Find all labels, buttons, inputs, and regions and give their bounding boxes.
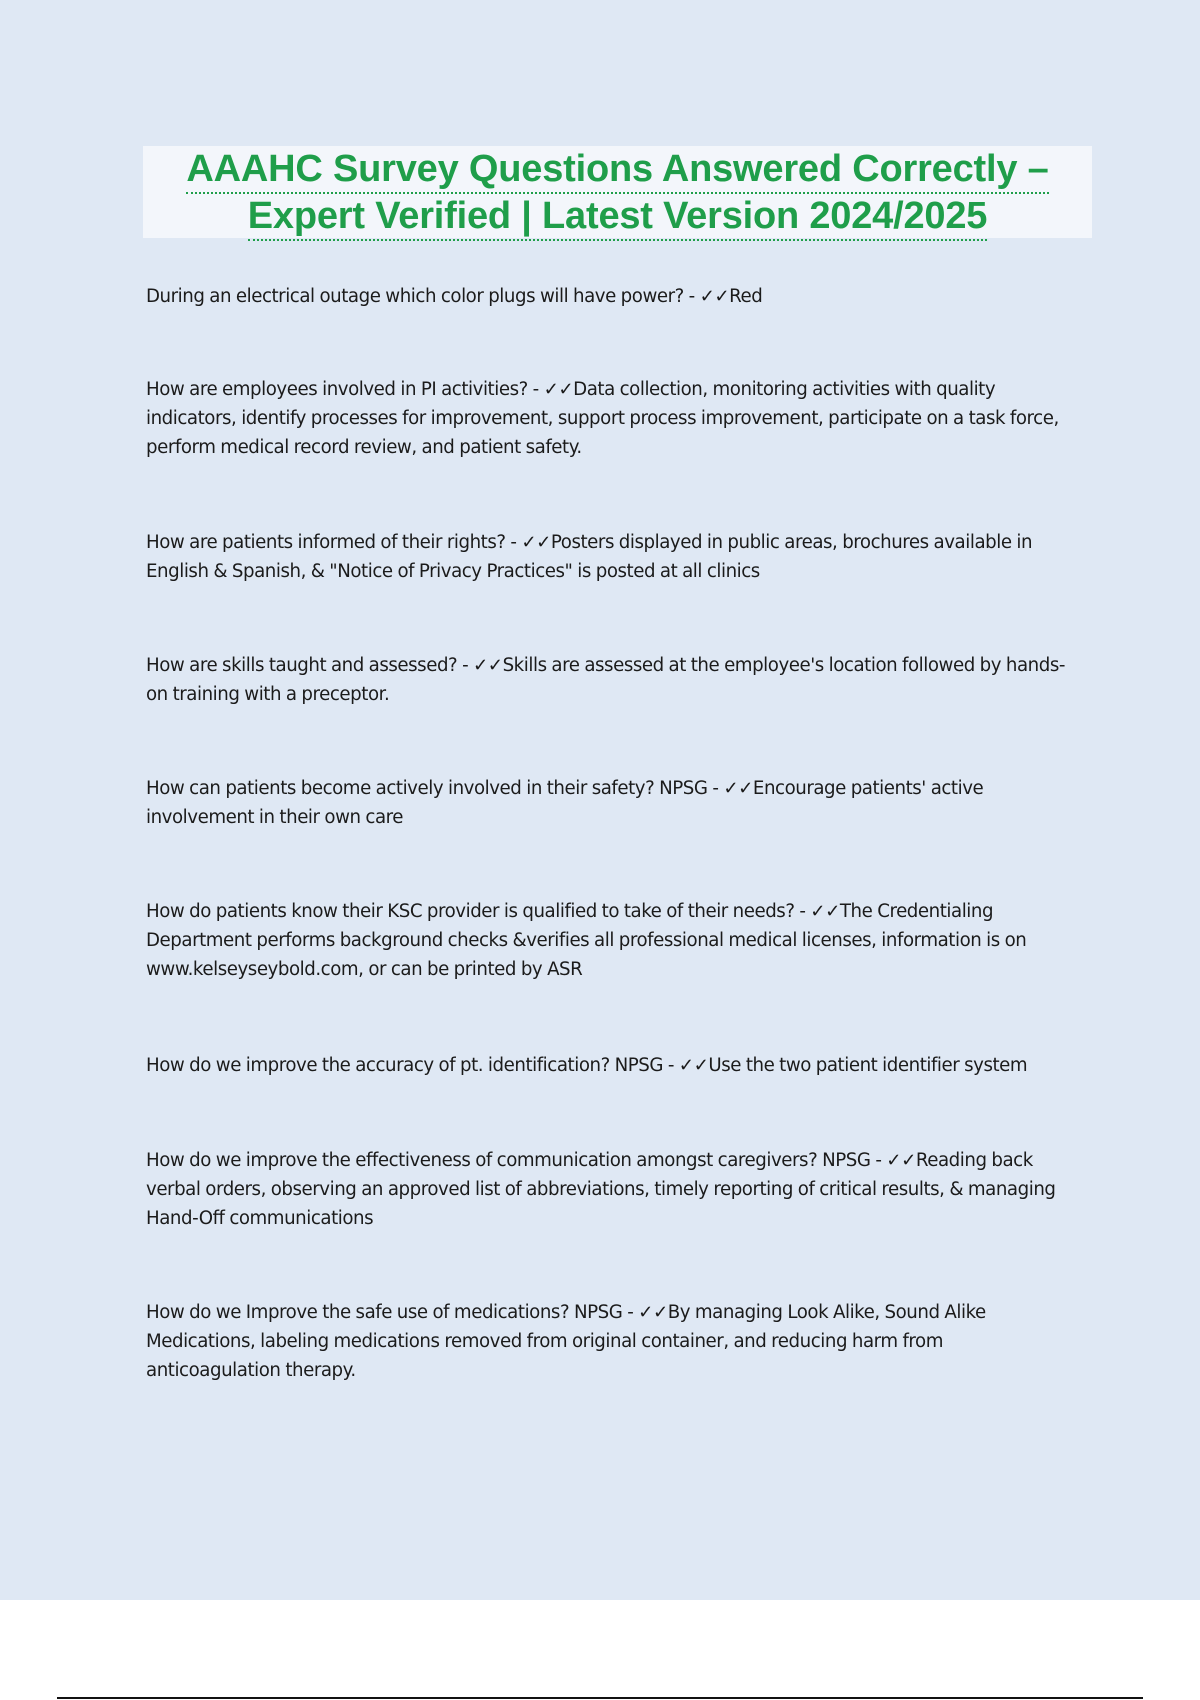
document-title xyxy=(143,146,1092,238)
qa-item-provider-qualified: How do patients know their KSC provider is qualified to take of their needs? - ✓✓The Credentialing Department performs background checks &verifies all professional medical licenses, information is on www.kelseyseybold.com, or can be printed by ASR xyxy=(146,901,1027,980)
title-line-2: Expert Verified | Latest Version 2024/2025 xyxy=(248,194,987,241)
footer-divider xyxy=(57,1697,1143,1699)
title-line-1: AAAHC Survey Questions Answered Correctly – xyxy=(186,147,1048,194)
qa-item-patient-rights: How are patients informed of their rights? - ✓✓Posters displayed in public areas, brochures available in English & Spanish, & "Notice of Privacy Practices" is posted at all clinics xyxy=(146,532,1033,582)
qa-item-electrical-outage: During an electrical outage which color plugs will have power? - ✓✓Red xyxy=(146,286,763,307)
qa-item-patient-safety: How can patients become actively involved in their safety? NPSG - ✓✓Encourage patients' active involvement in their own care xyxy=(146,778,984,828)
qa-item-communication: How do we improve the effectiveness of communication amongst caregivers? NPSG - ✓✓Reading back verbal orders, observing an approved list of abbreviations, timely reporting of critical results, & managing Hand-Off communications xyxy=(146,1150,1056,1229)
qa-item-pt-identification: How do we improve the accuracy of pt. identification? NPSG - ✓✓Use the two patient identifier system xyxy=(146,1055,1028,1076)
qa-item-skills-assessed: How are skills taught and assessed? - ✓✓Skills are assessed at the employee's location followed by hands-on training with a preceptor. xyxy=(146,655,1065,705)
qa-item-pi-activities: How are employees involved in PI activities? - ✓✓Data collection, monitoring activities with quality indicators, identify processes for improvement, support process improvement, participate on a task force, perform medical record review, and patient safety. xyxy=(146,379,1059,458)
qa-item-medications: How do we Improve the safe use of medications? NPSG - ✓✓By managing Look Alike, Sound Alike Medications, labeling medications removed from original container, and reducing harm from anticoagulation therapy. xyxy=(146,1302,986,1381)
